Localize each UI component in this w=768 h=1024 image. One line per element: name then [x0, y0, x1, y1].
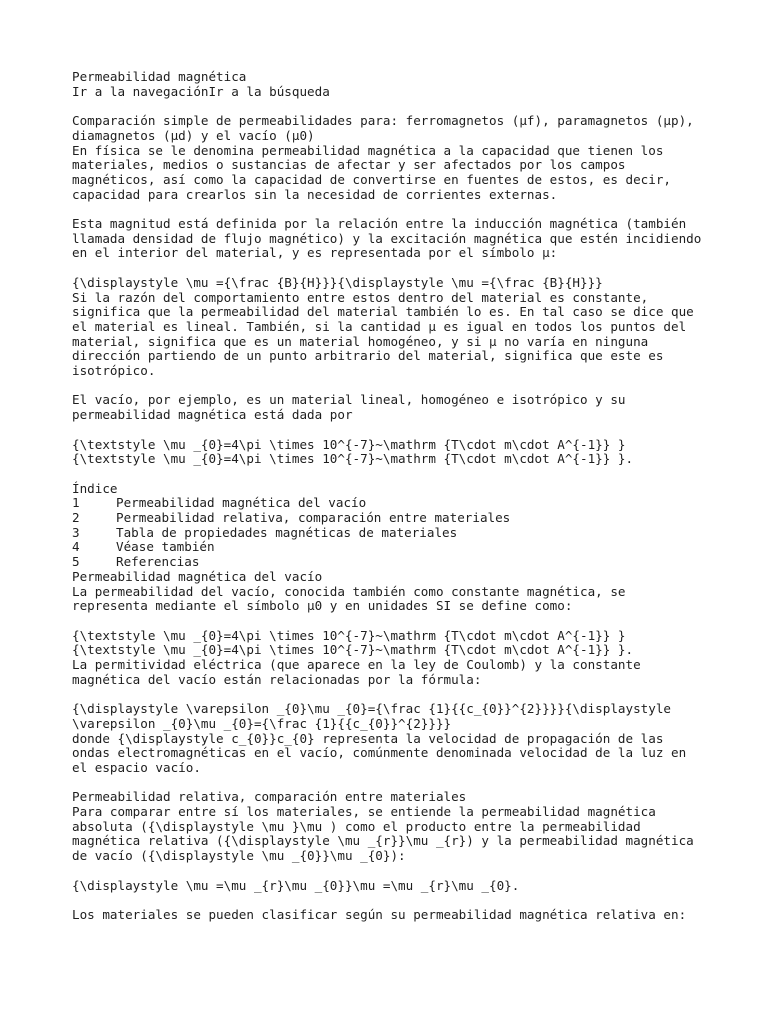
- text-line: representa mediante el símbolo μ0 y en unidades SI se define como:: [72, 598, 573, 614]
- text-line: en el interior del material, y es representada por el símbolo μ:: [72, 245, 558, 261]
- text-line: material, significa que es un material homogéneo, y si μ no varía en ninguna: [72, 333, 649, 349]
- table-of-contents: [72, 482, 712, 570]
- nav-links[interactable]: Ir a la navegaciónIr a la búsqueda: [72, 83, 330, 99]
- formula-mu: {\displaystyle \mu ={\frac {B}{H}}}{\displaystyle \mu ={\frac {B}{H}}}: [72, 274, 603, 290]
- section-relative: [72, 790, 712, 922]
- formula-line: {\textstyle \mu _{0}=4\pi \times 10^{-7}~\mathrm {T\cdot m\cdot A^{-1}} }: [72, 627, 626, 643]
- spacer: [72, 202, 712, 217]
- linear-paragraph: [72, 291, 712, 379]
- spacer: [72, 379, 712, 394]
- text-line: Esta magnitud está definida por la relación entre la inducción magnética (también: [72, 216, 687, 231]
- text-line: materiales, medios o sustancias de afectar y ser afectados por los campos: [72, 157, 626, 173]
- caption-line: diamagnetos (μd) y el vacío (μ0): [72, 127, 315, 143]
- text-line: magnética relativa ({\displaystyle \mu _{r}}\mu _{r}) y la permeabilidad magnética: [72, 833, 694, 849]
- formula-line: {\textstyle \mu _{0}=4\pi \times 10^{-7}~\mathrm {T\cdot m\cdot A^{-1}} }.: [72, 451, 634, 467]
- toc-item-see-also[interactable]: [72, 540, 712, 555]
- formula-mu0: [72, 438, 712, 467]
- text-line: de vacío ({\displaystyle \mu _{0}}\mu _{0}):: [72, 848, 406, 864]
- formula-line: {\textstyle \mu _{0}=4\pi \times 10^{-7}~\mathrm {T\cdot m\cdot A^{-1}} }.: [72, 642, 634, 658]
- document-body: [72, 70, 712, 923]
- toc-item-references[interactable]: [72, 555, 712, 570]
- formula-line: {\textstyle \mu _{0}=4\pi \times 10^{-7}~\mathrm {T\cdot m\cdot A^{-1}} }: [72, 436, 626, 452]
- spacer: [72, 893, 712, 908]
- text-line: Para comparar entre sí los materiales, se entiende la permeabilidad magnética: [72, 804, 656, 820]
- text-line: La permeabilidad del vacío, conocida también como constante magnética, se: [72, 583, 626, 599]
- toc-number: 4: [72, 539, 80, 555]
- text-line: el material es lineal. También, si la cantidad μ es igual en todos los puntos del: [72, 318, 687, 334]
- toc-label[interactable]: Tabla de propiedades magnéticas de materiales: [116, 524, 458, 540]
- spacer: [72, 687, 712, 702]
- text-line: dirección partiendo de un punto arbitrario del material, significa que este es: [72, 348, 664, 364]
- spacer: [72, 776, 712, 791]
- section-heading: Permeabilidad relativa, comparación entre materiales: [72, 789, 467, 805]
- toc-item-table[interactable]: [72, 526, 712, 541]
- section-heading: Permeabilidad magnética del vacío: [72, 568, 323, 584]
- intro-paragraph: [72, 144, 712, 203]
- toc-heading: Índice: [72, 480, 118, 496]
- text-line: isotrópico.: [72, 363, 156, 379]
- toc-label[interactable]: Véase también: [116, 539, 215, 555]
- toc-label[interactable]: Permeabilidad magnética del vacío: [116, 495, 367, 511]
- formula-line: {\displaystyle \mu =\mu _{r}\mu _{0}}\mu =\mu _{r}\mu _{0}.: [72, 877, 520, 893]
- toc-number: 5: [72, 554, 80, 570]
- text-line: significa que la permeabilidad del material también lo es. En tal caso se dice que: [72, 304, 694, 320]
- toc-item-relative[interactable]: [72, 511, 712, 526]
- image-caption: [72, 114, 712, 143]
- spacer: [72, 99, 712, 114]
- text-line: ondas electromagnéticas en el vacío, comúnmente denominada velocidad de la luz en: [72, 745, 687, 761]
- page-title: Permeabilidad magnética: [72, 69, 247, 84]
- text-line: Si la razón del comportamiento entre estos dentro del material es constante,: [72, 289, 649, 305]
- toc-number: 2: [72, 510, 80, 525]
- spacer: [72, 864, 712, 879]
- caption-line: Comparación simple de permeabilidades para: ferromagnetos (μf), paramagnetos (μp),: [72, 113, 694, 129]
- text-line: el espacio vacío.: [72, 759, 201, 775]
- toc-label[interactable]: Permeabilidad relativa, comparación entre materiales: [116, 510, 511, 525]
- text-line: absoluta ({\displaystyle \mu }\mu ) como el producto entre la permeabilidad: [72, 818, 641, 834]
- spacer: [72, 261, 712, 276]
- formula-line: \varepsilon _{0}\mu _{0}={\frac {1}{{c_{0}}^{2}}}}: [72, 715, 452, 731]
- vacuum-paragraph: [72, 393, 712, 422]
- text-line: El vacío, por ejemplo, es un material lineal, homogéneo e isotrópico y su: [72, 392, 626, 408]
- text-line: llamada densidad de flujo magnético) y la excitación magnética que estén incidiendo: [72, 230, 702, 246]
- spacer: [72, 467, 712, 482]
- formula-line: {\displaystyle \varepsilon _{0}\mu _{0}={\frac {1}{{c_{0}}^{2}}}}{\displaystyle: [72, 701, 671, 717]
- text-line: Los materiales se pueden clasificar según su permeabilidad magnética relativa en:: [72, 906, 687, 922]
- toc-number: 1: [72, 495, 80, 511]
- toc-number: 3: [72, 524, 80, 540]
- spacer: [72, 614, 712, 629]
- toc-label[interactable]: Referencias: [116, 554, 200, 570]
- text-line: donde {\displaystyle c_{0}}c_{0} representa la velocidad de propagación de las: [72, 730, 664, 746]
- section-vacuum: [72, 570, 712, 776]
- text-line: capacidad para crearlos sin la necesidad de corrientes externas.: [72, 186, 558, 202]
- definition-paragraph: [72, 217, 712, 261]
- spacer: [72, 423, 712, 438]
- text-line: magnética del vacío están relacionadas por la fórmula:: [72, 671, 482, 687]
- toc-item-vacuum[interactable]: [72, 496, 712, 511]
- text-line: En física se le denomina permeabilidad magnética a la capacidad que tienen los: [72, 142, 664, 158]
- text-line: La permitividad eléctrica (que aparece en la ley de Coulomb) y la constante: [72, 657, 641, 673]
- text-line: magnéticos, así como la capacidad de convertirse en fuentes de estos, es decir,: [72, 171, 671, 187]
- text-line: permeabilidad magnética está dada por: [72, 407, 353, 423]
